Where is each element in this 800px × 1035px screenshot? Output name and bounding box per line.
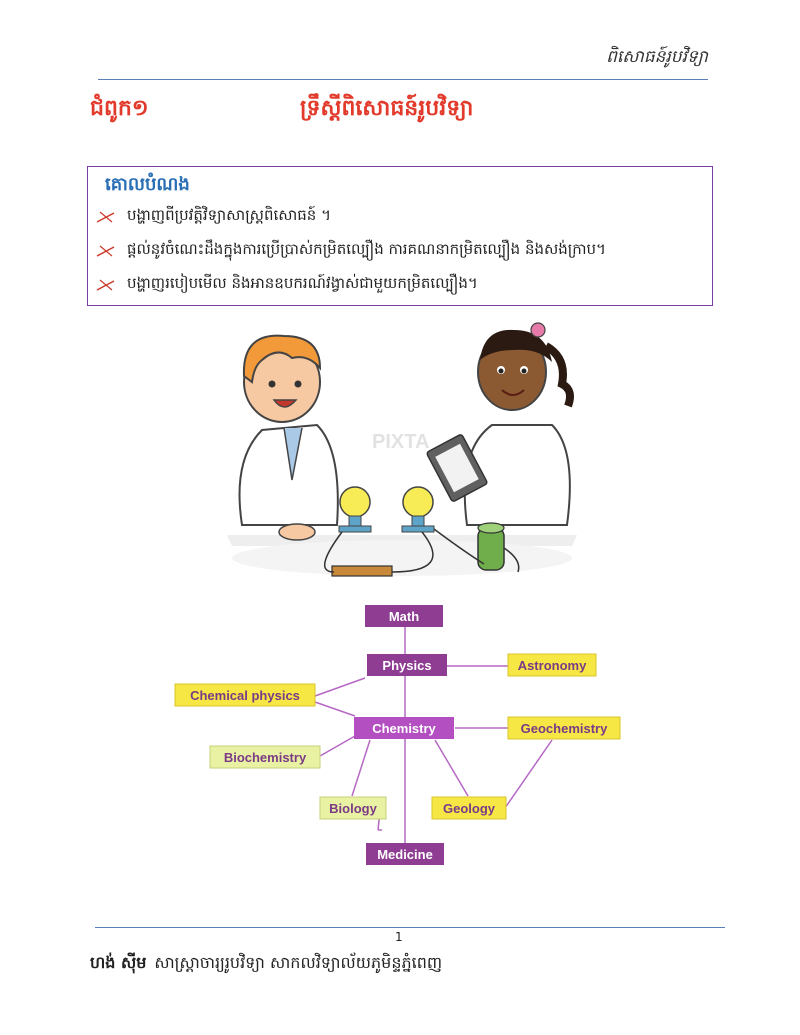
pencil-bullet-icon: [95, 278, 117, 292]
objective-item: [95, 274, 478, 296]
objective-text: បង្ហាញពីប្រវត្តិវិទ្យាសាស្ត្រពិសោធន៍ ។: [127, 206, 331, 224]
node-geology: [432, 797, 506, 819]
pencil-bullet-icon: [95, 210, 117, 224]
node-biology: [320, 797, 386, 819]
chapter-label: ជំពូក១: [90, 96, 149, 121]
lab-illustration: [222, 310, 582, 588]
objectives-heading: គោលបំណង: [105, 174, 190, 195]
node-physics-label: Physics: [382, 658, 432, 673]
node-chemical-physics-label: Chemical physics: [190, 688, 300, 703]
node-medicine: [366, 843, 444, 865]
page-number: 1: [395, 930, 403, 944]
boy-figure: [240, 336, 338, 540]
light-bulb-left: [339, 487, 371, 532]
switch-board: [332, 566, 392, 576]
running-header: ពិសោធន៍រូបវិទ្យា: [606, 47, 708, 67]
node-math: [365, 605, 443, 627]
footer-author: ហង់ ស៊ីម: [90, 953, 147, 972]
node-geochemistry-label: Geochemistry: [520, 721, 608, 736]
objective-item: [95, 206, 331, 228]
footer-rule: [95, 927, 725, 928]
node-biochemistry: [210, 746, 320, 768]
girl-figure: [426, 323, 570, 525]
footer-affiliation: សាស្ត្រាចារ្យរូបវិទ្យា សាកលវិទ្យាល័យភូមិន្ទភ្នំពេញ: [154, 953, 443, 972]
node-biology-label: Biology: [329, 801, 377, 816]
header-rule: [98, 79, 708, 80]
science-fields-diagram: [160, 598, 640, 873]
node-physics: [367, 654, 447, 676]
node-chemistry-label: Chemistry: [372, 721, 436, 736]
light-bulb-right: [402, 487, 434, 532]
watermark-text: PIXTA: [372, 431, 430, 453]
chapter-title: ទ្រឹស្តីពិសោធន៍រូបវិទ្យា: [300, 96, 474, 121]
node-geology-label: Geology: [442, 801, 496, 816]
node-medicine-label: Medicine: [377, 847, 433, 862]
footer-author-line: [90, 952, 442, 976]
node-geochemistry: [508, 717, 620, 739]
pencil-bullet-icon: [95, 244, 117, 258]
objective-text: ផ្តល់នូវចំណេះដឹងក្នុងការប្រើប្រាស់កម្រិតល្បឿង ការគណនាកម្រិតល្បឿង និងសង់ក្រាប។: [127, 240, 606, 258]
node-biochemistry-label: Biochemistry: [223, 750, 307, 765]
node-chemical-physics: [175, 684, 315, 706]
node-chemistry: [354, 717, 454, 739]
node-astronomy: [508, 654, 596, 676]
node-math-label: Math: [388, 609, 420, 624]
objective-text: បង្ហាញរបៀបមើល និងអានឧបករណ៍វង្វាស់ជាមួយកម្រិតល្បឿង។: [127, 274, 478, 292]
objective-item: [95, 240, 606, 262]
node-astronomy-label: Astronomy: [517, 658, 587, 673]
